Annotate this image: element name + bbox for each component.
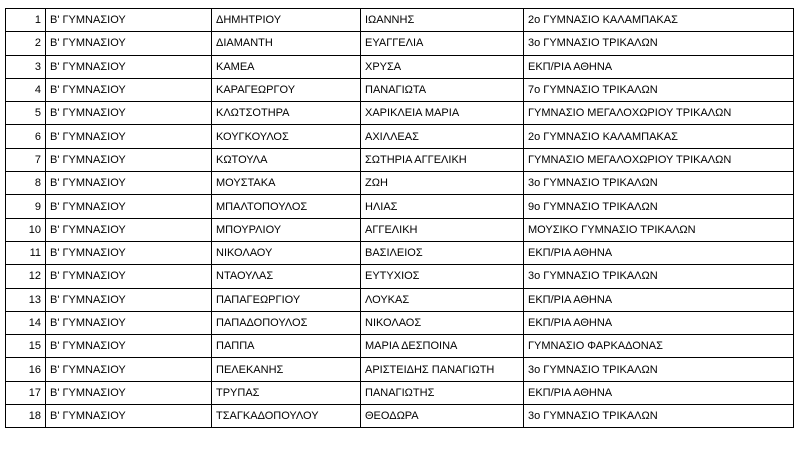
school-cell: 7ο ΓΥΜΝΑΣΙΟ ΤΡΙΚΑΛΩΝ (524, 78, 794, 101)
table-row (6, 78, 794, 101)
class-cell: Β' ΓΥΜΝΑΣΙΟΥ (46, 172, 212, 195)
first-name-cell: ΑΧΙΛΛΕΑΣ (361, 125, 524, 148)
first-name-cell: ΖΩΗ (361, 172, 524, 195)
school-cell: 3ο ΓΥΜΝΑΣΙΟ ΤΡΙΚΑΛΩΝ (524, 405, 794, 428)
class-cell: Β' ΓΥΜΝΑΣΙΟΥ (46, 102, 212, 125)
row-number-cell: 14 (6, 311, 46, 334)
surname-cell: ΤΣΑΓΚΑΔΟΠΟΥΛΟΥ (212, 405, 361, 428)
surname-cell: ΠΑΠΠΑ (212, 335, 361, 358)
table-row (6, 125, 794, 148)
table-row (6, 311, 794, 334)
school-cell: ΕΚΠ/ΡΙΑ ΑΘΗΝΑ (524, 311, 794, 334)
school-cell: 3ο ΓΥΜΝΑΣΙΟ ΤΡΙΚΑΛΩΝ (524, 172, 794, 195)
surname-cell: ΜΠΟΥΡΛΙΟΥ (212, 218, 361, 241)
surname-cell: ΔΗΜΗΤΡΙΟΥ (212, 9, 361, 32)
student-roster-table (5, 8, 794, 428)
table-row (6, 358, 794, 381)
row-number-cell: 12 (6, 265, 46, 288)
row-number-cell: 9 (6, 195, 46, 218)
first-name-cell: ΒΑΣΙΛΕΙΟΣ (361, 241, 524, 264)
first-name-cell: ΙΩΑΝΝΗΣ (361, 9, 524, 32)
first-name-cell: ΕΥΤΥΧΙΟΣ (361, 265, 524, 288)
class-cell: Β' ΓΥΜΝΑΣΙΟΥ (46, 55, 212, 78)
first-name-cell: ΝΙΚΟΛΑΟΣ (361, 311, 524, 334)
table-row (6, 9, 794, 32)
first-name-cell: ΑΡΙΣΤΕΙΔΗΣ ΠΑΝΑΓΙΩΤΗ (361, 358, 524, 381)
first-name-cell: ΘΕΟΔΩΡΑ (361, 405, 524, 428)
row-number-cell: 7 (6, 148, 46, 171)
school-cell: ΕΚΠ/ΡΙΑ ΑΘΗΝΑ (524, 241, 794, 264)
table-row (6, 55, 794, 78)
roster-body (6, 9, 794, 428)
school-cell: ΓΥΜΝΑΣΙΟ ΦΑΡΚΑΔΟΝΑΣ (524, 335, 794, 358)
row-number-cell: 6 (6, 125, 46, 148)
row-number-cell: 4 (6, 78, 46, 101)
class-cell: Β' ΓΥΜΝΑΣΙΟΥ (46, 218, 212, 241)
row-number-cell: 11 (6, 241, 46, 264)
school-cell: 3ο ΓΥΜΝΑΣΙΟ ΤΡΙΚΑΛΩΝ (524, 358, 794, 381)
class-cell: Β' ΓΥΜΝΑΣΙΟΥ (46, 195, 212, 218)
first-name-cell: ΣΩΤΗΡΙΑ ΑΓΓΕΛΙΚΗ (361, 148, 524, 171)
surname-cell: ΔΙΑΜΑΝΤΗ (212, 32, 361, 55)
row-number-cell: 3 (6, 55, 46, 78)
table-row (6, 335, 794, 358)
table-row (6, 218, 794, 241)
surname-cell: ΠΕΛΕΚΑΝΗΣ (212, 358, 361, 381)
school-cell: ΕΚΠ/ΡΙΑ ΑΘΗΝΑ (524, 55, 794, 78)
surname-cell: ΚΩΤΟΥΛΑ (212, 148, 361, 171)
first-name-cell: ΛΟΥΚΑΣ (361, 288, 524, 311)
surname-cell: ΚΑΡΑΓΕΩΡΓΟΥ (212, 78, 361, 101)
class-cell: Β' ΓΥΜΝΑΣΙΟΥ (46, 241, 212, 264)
surname-cell: ΝΤΑΟΥΛΑΣ (212, 265, 361, 288)
surname-cell: ΚΟΥΓΚΟΥΛΟΣ (212, 125, 361, 148)
class-cell: Β' ΓΥΜΝΑΣΙΟΥ (46, 9, 212, 32)
row-number-cell: 13 (6, 288, 46, 311)
first-name-cell: ΕΥΑΓΓΕΛΙΑ (361, 32, 524, 55)
class-cell: Β' ΓΥΜΝΑΣΙΟΥ (46, 358, 212, 381)
table-row (6, 148, 794, 171)
surname-cell: ΚΑΜΕΑ (212, 55, 361, 78)
school-cell: 3ο ΓΥΜΝΑΣΙΟ ΤΡΙΚΑΛΩΝ (524, 32, 794, 55)
table-row (6, 265, 794, 288)
table-row (6, 241, 794, 264)
surname-cell: ΜΟΥΣΤΑΚΑ (212, 172, 361, 195)
row-number-cell: 16 (6, 358, 46, 381)
first-name-cell: ΑΓΓΕΛΙΚΗ (361, 218, 524, 241)
class-cell: Β' ΓΥΜΝΑΣΙΟΥ (46, 405, 212, 428)
table-row (6, 172, 794, 195)
school-cell: 9ο ΓΥΜΝΑΣΙΟ ΤΡΙΚΑΛΩΝ (524, 195, 794, 218)
first-name-cell: ΧΑΡΙΚΛΕΙΑ ΜΑΡΙΑ (361, 102, 524, 125)
row-number-cell: 10 (6, 218, 46, 241)
school-cell: ΜΟΥΣΙΚΟ ΓΥΜΝΑΣΙΟ ΤΡΙΚΑΛΩΝ (524, 218, 794, 241)
table-row (6, 381, 794, 404)
class-cell: Β' ΓΥΜΝΑΣΙΟΥ (46, 288, 212, 311)
table-row (6, 405, 794, 428)
school-cell: 3ο ΓΥΜΝΑΣΙΟ ΤΡΙΚΑΛΩΝ (524, 265, 794, 288)
row-number-cell: 8 (6, 172, 46, 195)
class-cell: Β' ΓΥΜΝΑΣΙΟΥ (46, 32, 212, 55)
first-name-cell: ΠΑΝΑΓΙΩΤΑ (361, 78, 524, 101)
first-name-cell: ΧΡΥΣΑ (361, 55, 524, 78)
table-row (6, 195, 794, 218)
surname-cell: ΤΡΥΠΑΣ (212, 381, 361, 404)
row-number-cell: 1 (6, 9, 46, 32)
surname-cell: ΚΛΩΤΣΟΤΗΡΑ (212, 102, 361, 125)
class-cell: Β' ΓΥΜΝΑΣΙΟΥ (46, 78, 212, 101)
class-cell: Β' ΓΥΜΝΑΣΙΟΥ (46, 381, 212, 404)
first-name-cell: ΜΑΡΙΑ ΔΕΣΠΟΙΝΑ (361, 335, 524, 358)
school-cell: 2ο ΓΥΜΝΑΣΙΟ ΚΑΛΑΜΠΑΚΑΣ (524, 9, 794, 32)
row-number-cell: 2 (6, 32, 46, 55)
class-cell: Β' ΓΥΜΝΑΣΙΟΥ (46, 125, 212, 148)
school-cell: 2ο ΓΥΜΝΑΣΙΟ ΚΑΛΑΜΠΑΚΑΣ (524, 125, 794, 148)
school-cell: ΕΚΠ/ΡΙΑ ΑΘΗΝΑ (524, 288, 794, 311)
table-row (6, 32, 794, 55)
class-cell: Β' ΓΥΜΝΑΣΙΟΥ (46, 335, 212, 358)
first-name-cell: ΠΑΝΑΓΙΩΤΗΣ (361, 381, 524, 404)
row-number-cell: 17 (6, 381, 46, 404)
school-cell: ΓΥΜΝΑΣΙΟ ΜΕΓΑΛΟΧΩΡΙΟΥ ΤΡΙΚΑΛΩΝ (524, 148, 794, 171)
surname-cell: ΝΙΚΟΛΑΟΥ (212, 241, 361, 264)
school-cell: ΕΚΠ/ΡΙΑ ΑΘΗΝΑ (524, 381, 794, 404)
class-cell: Β' ΓΥΜΝΑΣΙΟΥ (46, 311, 212, 334)
first-name-cell: ΗΛΙΑΣ (361, 195, 524, 218)
school-cell: ΓΥΜΝΑΣΙΟ ΜΕΓΑΛΟΧΩΡΙΟΥ ΤΡΙΚΑΛΩΝ (524, 102, 794, 125)
surname-cell: ΜΠΑΛΤΟΠΟΥΛΟΣ (212, 195, 361, 218)
class-cell: Β' ΓΥΜΝΑΣΙΟΥ (46, 148, 212, 171)
row-number-cell: 18 (6, 405, 46, 428)
class-cell: Β' ΓΥΜΝΑΣΙΟΥ (46, 265, 212, 288)
row-number-cell: 15 (6, 335, 46, 358)
row-number-cell: 5 (6, 102, 46, 125)
surname-cell: ΠΑΠΑΔΟΠΟΥΛΟΣ (212, 311, 361, 334)
table-row (6, 288, 794, 311)
table-row (6, 102, 794, 125)
surname-cell: ΠΑΠΑΓΕΩΡΓΙΟΥ (212, 288, 361, 311)
